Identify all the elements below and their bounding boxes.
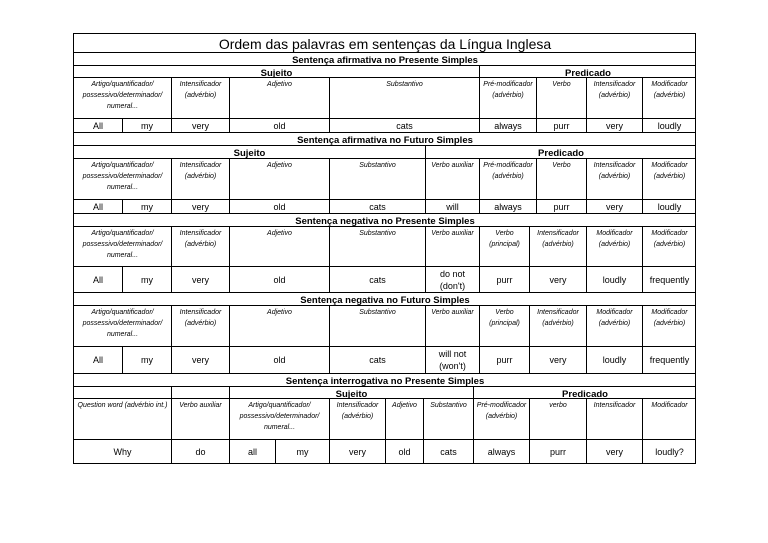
value-cell-text: frequently [649,274,690,285]
column-header [586,305,642,346]
value-cell-text: my [141,201,153,212]
value-cell [329,439,385,464]
column-header-text: Intensificador (advérbio) [179,162,222,180]
group-predicado-text: Predicado [538,148,584,158]
value-cell [171,266,229,292]
value-cell-text: very [605,120,623,131]
column-header-text: Verbo auxiliar [179,402,222,409]
column-header-text: Substantivo [359,162,396,169]
value-cell [425,199,479,213]
value-cell-text: purr [496,355,513,365]
group-blank-cell [73,386,171,398]
value-cell-text: All [92,274,103,285]
column-header-text: Pré-modificador (advérbio) [476,402,527,420]
value-cell-text: always [494,120,522,131]
column-header [171,77,229,118]
value-cell-text: will not (won't) [438,349,467,371]
value-cell-text: very [549,355,567,365]
column-header [479,77,536,118]
value-cell [479,346,529,373]
column-header [229,77,329,118]
column-header-text: Verbo auxiliar [431,230,474,237]
column-header-text: Modificador (advérbio) [596,230,633,248]
value-cell [586,439,642,464]
value-cell [73,118,122,132]
value-cell [479,118,536,132]
value-cell [529,346,586,373]
value-cell [329,266,425,292]
column-header-text: Intensificador (advérbio) [593,162,636,180]
value-cell-text: my [141,355,153,365]
value-cell [473,439,529,464]
column-header-text: Artigo/quantificador/ possessivo/determinador/ numeral... [82,162,163,191]
column-header-text: Modificador (advérbio) [651,81,688,99]
column-header [329,77,479,118]
value-cell [423,439,473,464]
value-cell [329,346,425,373]
column-header [586,158,642,199]
value-cell [73,199,122,213]
value-cell-text: purr [553,201,570,212]
value-cell-text: always [487,447,516,457]
value-cell [229,266,329,292]
column-header [229,398,329,439]
page-title-text: Ordem das palavras em sentenças da Língua Inglesa [218,36,552,52]
value-cell-text: very [605,447,623,457]
value-cell [586,266,642,292]
column-header-text: Pré-modificador (advérbio) [483,81,533,99]
value-cell-text: cats [369,201,386,212]
column-header-text: Adjetivo [392,402,417,409]
column-header-text: Artigo/quantificador/ possessivo/determinador/ numeral... [239,402,320,431]
value-cell [275,439,329,464]
column-header-text: Modificador [651,402,688,409]
value-cell [586,199,642,213]
column-header [73,158,171,199]
column-header-text: Question word (advérbio int.) [77,402,168,409]
column-header-text: Substantivo [359,230,396,237]
value-cell-text: very [605,201,623,212]
group-predicado-text: Predicado [565,68,611,77]
value-cell-text: old [273,274,286,285]
column-header [171,398,229,439]
value-cell-text: my [141,120,153,131]
column-header [329,226,425,266]
group-sujeito-text: Sujeito [335,389,368,398]
column-header [642,158,696,199]
value-cell-text: All [92,120,103,131]
value-cell [586,118,642,132]
value-cell-text: cats [369,355,386,365]
column-header-text: Verbo auxiliar [431,309,474,316]
value-cell [73,346,122,373]
column-header-text: Verbo auxiliar [431,162,474,169]
column-header-text: Adjetivo [267,230,292,237]
column-header-text: Intensificador (advérbio) [537,309,579,327]
column-header [479,226,529,266]
group-sujeito [229,386,473,398]
value-cell [171,199,229,213]
value-cell-text: always [494,201,522,212]
value-cell [73,266,122,292]
value-cell-text: very [549,274,567,285]
value-cell-text: loudly [602,274,627,285]
column-header-text: Modificador (advérbio) [651,309,688,327]
value-cell-text: old [398,447,411,457]
value-cell [479,199,536,213]
value-cell [229,439,275,464]
column-header-text: Adjetivo [267,309,292,316]
column-header [425,226,479,266]
column-header-text: Substantivo [386,81,423,88]
value-cell [385,439,423,464]
column-header-text: Verbo (principal) [489,230,520,248]
column-header [171,158,229,199]
value-cell-text: loudly [602,355,627,365]
value-cell [536,118,586,132]
column-header-text: Modificador (advérbio) [651,162,688,180]
column-header-text: Intensificador [593,402,636,409]
value-cell-text: old [273,355,286,365]
column-header [642,305,696,346]
group-predicado [473,386,696,398]
value-cell [642,346,696,373]
column-header [171,305,229,346]
column-header [473,398,529,439]
column-header [642,77,696,118]
column-header-text: Intensificador (advérbio) [336,402,379,420]
column-header-text: Artigo/quantificador/ possessivo/determinador/ numeral... [82,81,163,110]
value-cell-text: cats [369,274,386,285]
value-cell-text: purr [549,447,566,457]
section-heading-text: Sentença interrogativa no Presente Simples [285,376,485,386]
value-cell-text: all [247,447,257,457]
group-blank-cell [171,386,229,398]
column-header [529,226,586,266]
column-header [73,77,171,118]
section-heading [73,292,696,305]
column-header [529,398,586,439]
value-cell-text: frequently [649,355,690,365]
value-cell [529,439,586,464]
section-heading [73,52,696,65]
group-sujeito-text: Sujeito [260,68,293,77]
value-cell-text: loudly? [655,447,684,457]
page-title [73,33,696,52]
section-heading [73,132,696,145]
value-cell [425,346,479,373]
value-cell-text: very [191,201,209,212]
value-cell [529,266,586,292]
value-cell-text: Why [113,447,132,457]
value-cell-text: very [191,120,209,131]
section-heading [73,373,696,386]
column-header-text: Verbo [552,81,571,88]
column-header-text: Intensificador (advérbio) [179,309,222,327]
group-sujeito [73,65,479,77]
value-cell-text: purr [496,274,513,285]
value-cell [642,199,696,213]
column-header-text: Modificador (advérbio) [651,230,688,248]
value-cell-text: do not (don't) [439,268,466,291]
value-cell-text: cats [440,447,457,457]
column-header [229,305,329,346]
value-cell-text: old [273,120,286,131]
value-cell [229,199,329,213]
column-header [329,305,425,346]
column-header [586,398,642,439]
value-cell-text: do [195,447,206,457]
column-header-text: Adjetivo [267,81,292,88]
column-header-text: Intensificador (advérbio) [179,230,222,248]
column-header [425,305,479,346]
column-header [479,158,536,199]
section-heading-text: Sentença negativa no Presente Simples [295,216,475,226]
column-header-text: Intensificador (advérbio) [537,230,579,248]
column-header [529,305,586,346]
section-heading-text: Sentença afirmativa no Futuro Simples [297,135,473,145]
value-cell-text: my [296,447,309,457]
column-header [171,226,229,266]
value-cell [73,439,171,464]
column-header [229,158,329,199]
section-heading-text: Sentença afirmativa no Presente Simples [292,55,478,65]
value-cell [122,118,171,132]
value-cell [329,118,479,132]
group-sujeito-text: Sujeito [233,148,266,158]
column-header-text: Intensificador (advérbio) [593,81,636,99]
value-cell [329,199,425,213]
value-cell-text: loudly [657,201,682,212]
column-header [586,226,642,266]
value-cell [586,346,642,373]
value-cell [229,118,329,132]
column-header [73,398,171,439]
value-cell-text: loudly [657,120,682,131]
value-cell-text: cats [396,120,413,131]
column-header [329,398,385,439]
value-cell [171,346,229,373]
section-heading-text: Sentença negativa no Futuro Simples [300,295,470,305]
value-cell-text: will [446,201,459,212]
value-cell [122,346,171,373]
group-predicado-text: Predicado [562,389,608,398]
column-header [425,158,479,199]
column-header [329,158,425,199]
value-cell [479,266,529,292]
value-cell [642,439,696,464]
column-header [423,398,473,439]
column-header [642,398,696,439]
column-header-text: Verbo [552,162,571,169]
group-sujeito [73,145,425,158]
value-cell [122,266,171,292]
value-cell [122,199,171,213]
value-cell-text: All [92,355,103,365]
column-header-text: Verbo (principal) [489,309,520,327]
column-header-text: Artigo/quantificador/ possessivo/determinador/ numeral... [82,309,163,338]
column-header [73,305,171,346]
column-header [536,77,586,118]
value-cell-text: very [191,274,209,285]
column-header-text: Substantivo [430,402,467,409]
column-header [229,226,329,266]
column-header [73,226,171,266]
value-cell-text: old [273,201,286,212]
value-cell [642,118,696,132]
column-header-text: Modificador (advérbio) [596,309,633,327]
column-header-text: Pré-modificador (advérbio) [483,162,533,180]
column-header-text: Adjetivo [267,162,292,169]
column-header-text: Intensificador (advérbio) [179,81,222,99]
value-cell [425,266,479,292]
column-header [479,305,529,346]
value-cell-text: very [348,447,366,457]
group-predicado [425,145,696,158]
value-cell-text: purr [553,120,570,131]
column-header [385,398,423,439]
value-cell [171,118,229,132]
value-cell-text: very [191,355,209,365]
column-header [536,158,586,199]
column-header [586,77,642,118]
column-header-text: Substantivo [359,309,396,316]
section-heading [73,213,696,226]
value-cell [229,346,329,373]
value-cell-text: my [141,274,153,285]
value-cell-text: All [92,201,103,212]
column-header [642,226,696,266]
column-header-text: verbo [549,402,567,409]
value-cell [536,199,586,213]
value-cell [171,439,229,464]
value-cell [642,266,696,292]
column-header-text: Artigo/quantificador/ possessivo/determinador/ numeral... [82,230,163,259]
group-predicado [479,65,696,77]
